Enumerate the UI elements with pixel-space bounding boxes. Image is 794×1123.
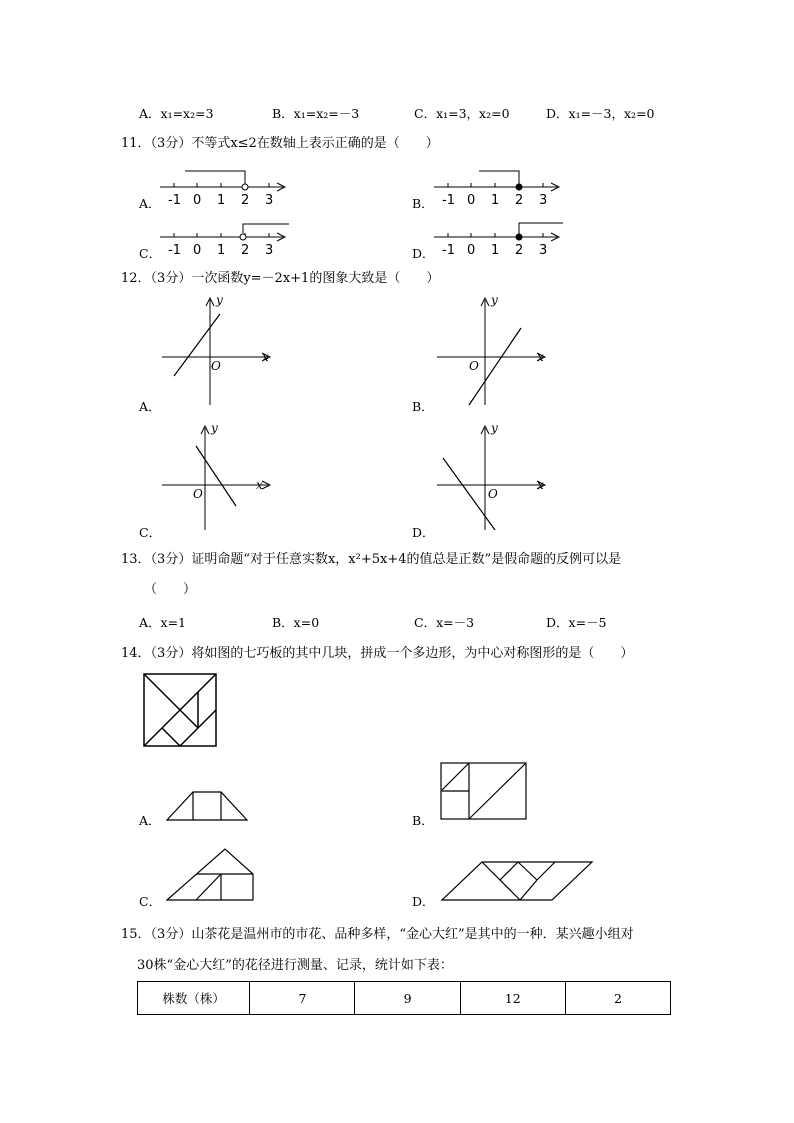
- q12-label-a[interactable]: A．: [139, 399, 161, 414]
- q10-option-c[interactable]: C．x₁=3，x₂=0: [414, 106, 510, 121]
- tick-label: 3: [539, 193, 548, 208]
- q12-stem: 12．（3分）一次函数y=－2x+1的图象大致是（ ）: [121, 271, 440, 286]
- q11-label-a[interactable]: A．: [139, 196, 161, 211]
- q12-graph-c[interactable]: [150, 418, 280, 538]
- q14-stem: 14．（3分）将如图的七巧板的其中几块，拼成一个多边形，为中心对称图形的是（ ）: [121, 646, 634, 661]
- q11-label-c[interactable]: C．: [139, 246, 162, 261]
- q11-number-line-d[interactable]: [429, 215, 569, 260]
- q14-shape-a[interactable]: [165, 790, 250, 822]
- q11-label-b[interactable]: B．: [412, 196, 434, 211]
- tick-label: 0: [193, 243, 202, 258]
- q10-option-d[interactable]: D．x₁=－3，x₂=0: [546, 106, 655, 121]
- tick-label: 0: [467, 243, 476, 258]
- y-axis-label: y: [216, 293, 223, 307]
- q15-data-table: [137, 981, 671, 1015]
- table-row: [138, 982, 671, 1015]
- q15-stem: 15．（3分）山茶花是温州市的市花、品种多样，“金心大红”是其中的一种．某兴趣小组对: [121, 927, 634, 942]
- q11-number-line-b[interactable]: [429, 165, 569, 210]
- table-cell: 12: [460, 982, 565, 1015]
- x-axis-label: x: [256, 478, 263, 492]
- x-axis-label: x: [537, 478, 544, 492]
- tick-label: 0: [193, 193, 202, 208]
- q10-option-b[interactable]: B．x₁=x₂=－3: [272, 106, 360, 121]
- y-axis-label: y: [491, 293, 498, 307]
- table-header-cell: 株数（株）: [138, 982, 250, 1015]
- origin-label: O: [211, 359, 221, 373]
- table-cell: 7: [250, 982, 355, 1015]
- x-axis-label: x: [262, 350, 269, 364]
- q11-number-line-a[interactable]: [155, 165, 295, 210]
- q11-label-d[interactable]: D．: [412, 246, 435, 261]
- q14-label-a[interactable]: A．: [139, 813, 161, 828]
- tick-label: 3: [265, 193, 274, 208]
- x-axis-label: x: [537, 350, 544, 364]
- q14-label-b[interactable]: B．: [412, 813, 434, 828]
- tick-label: 1: [217, 243, 226, 258]
- q12-label-d[interactable]: D．: [412, 525, 435, 540]
- tick-label: 2: [241, 193, 250, 208]
- q12-label-c[interactable]: C．: [139, 525, 162, 540]
- q13-stem-cont: （ ）: [144, 582, 197, 597]
- tick-label: 2: [515, 243, 524, 258]
- q13-option-d[interactable]: D．x=－5: [546, 615, 607, 630]
- tick-label: -1: [168, 193, 181, 208]
- q12-graph-a[interactable]: [150, 290, 280, 410]
- tick-label: -1: [168, 243, 181, 258]
- tick-label: 1: [217, 193, 226, 208]
- tick-label: -1: [442, 193, 455, 208]
- q14-label-c[interactable]: C．: [139, 894, 162, 909]
- q14-shape-d[interactable]: [440, 860, 595, 902]
- origin-label: O: [488, 487, 498, 501]
- y-axis-label: y: [211, 421, 218, 435]
- tick-label: 1: [491, 193, 500, 208]
- q13-option-c[interactable]: C．x=－3: [414, 615, 475, 630]
- tick-label: 0: [467, 193, 476, 208]
- q13-option-b[interactable]: B．x=0: [272, 615, 320, 630]
- tick-label: 2: [515, 193, 524, 208]
- q11-stem: 11．（3分）不等式x≤2在数轴上表示正确的是（ ）: [121, 136, 439, 151]
- tick-label: 3: [265, 243, 274, 258]
- q15-stem2: 30株“金心大红”的花径进行测量、记录，统计如下表：: [137, 958, 453, 973]
- table-cell: 2: [565, 982, 670, 1015]
- tick-label: 3: [539, 243, 548, 258]
- q13-stem: 13．（3分）证明命题“对于任意实数x，x²+5x+4的值总是正数”是假命题的反例可以是: [121, 552, 622, 567]
- q12-label-b[interactable]: B．: [412, 399, 434, 414]
- origin-label: O: [193, 487, 203, 501]
- q11-number-line-c[interactable]: [155, 215, 295, 260]
- tick-label: 1: [491, 243, 500, 258]
- table-cell: 9: [355, 982, 460, 1015]
- q12-graph-b[interactable]: [425, 290, 555, 410]
- tangram-figure: [143, 673, 218, 748]
- q14-shape-b[interactable]: [440, 762, 530, 822]
- q13-option-a[interactable]: A．x=1: [139, 615, 187, 630]
- q14-shape-c[interactable]: [165, 847, 257, 903]
- q14-label-d[interactable]: D．: [412, 894, 435, 909]
- q12-graph-d[interactable]: [425, 418, 555, 538]
- tick-label: -1: [442, 243, 455, 258]
- origin-label: O: [469, 359, 479, 373]
- tick-label: 2: [241, 243, 250, 258]
- q10-option-a[interactable]: A．x₁=x₂=3: [139, 106, 214, 121]
- y-axis-label: y: [491, 421, 498, 435]
